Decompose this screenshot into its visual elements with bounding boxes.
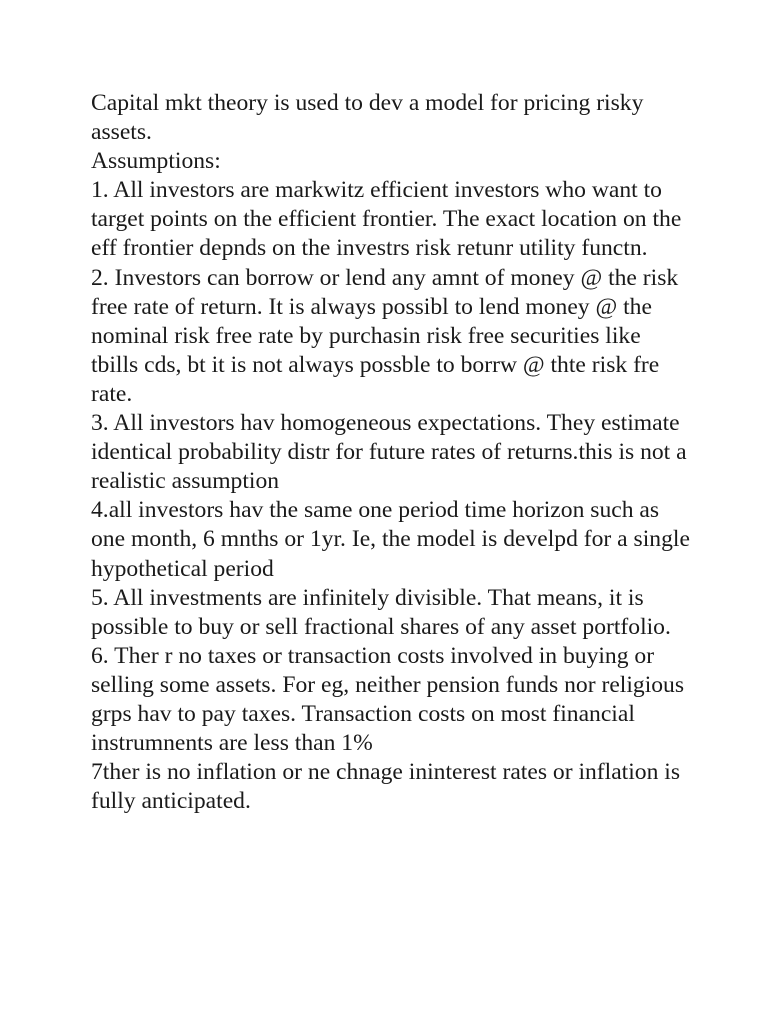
assumption-7: 7ther is no inflation or ne chnage ininterest rates or inflation is fully anticipated. xyxy=(91,759,681,815)
assumption-6: 6. Ther r no taxes or transaction costs involved in buying or selling some assets. For eg, neither pension funds nor religious grps hav to pay taxes. Transaction costs on most financial instrumnents are less than 1% xyxy=(91,642,685,757)
assumption-2: 2. Investors can borrow or lend any amnt of money @ the risk free rate of return. It is always possibl to lend money @ the nominal risk free rate by purchasin risk free securities like tbills cds, bt it is not always possble to borrw @ thte risk fre rate. xyxy=(91,264,679,407)
assumption-4: 4.all investors hav the same one period time horizon such as one month, 6 mnths or 1yr. Ie, the model is develpd for a single hypothetical period xyxy=(91,497,690,582)
assumption-3: 3. All investors hav homogeneous expectations. They estimate identical probability distr for future rates of returns.this is not a realistic assumption xyxy=(91,410,687,495)
intro-paragraph: Capital mkt theory is used to dev a model for pricing risky assets. xyxy=(91,90,644,146)
assumption-1: 1. All investors are markwitz efficient investors who want to target points on the efficient frontier. The exact location on the eff frontier depnds on the investrs risk retunr utility functn. xyxy=(91,177,682,262)
document-body xyxy=(91,89,691,816)
assumptions-heading: Assumptions: xyxy=(91,148,221,175)
assumption-5: 5. All investments are infinitely divisible. That means, it is possible to buy or sell fractional shares of any asset portfolio. xyxy=(91,584,671,640)
